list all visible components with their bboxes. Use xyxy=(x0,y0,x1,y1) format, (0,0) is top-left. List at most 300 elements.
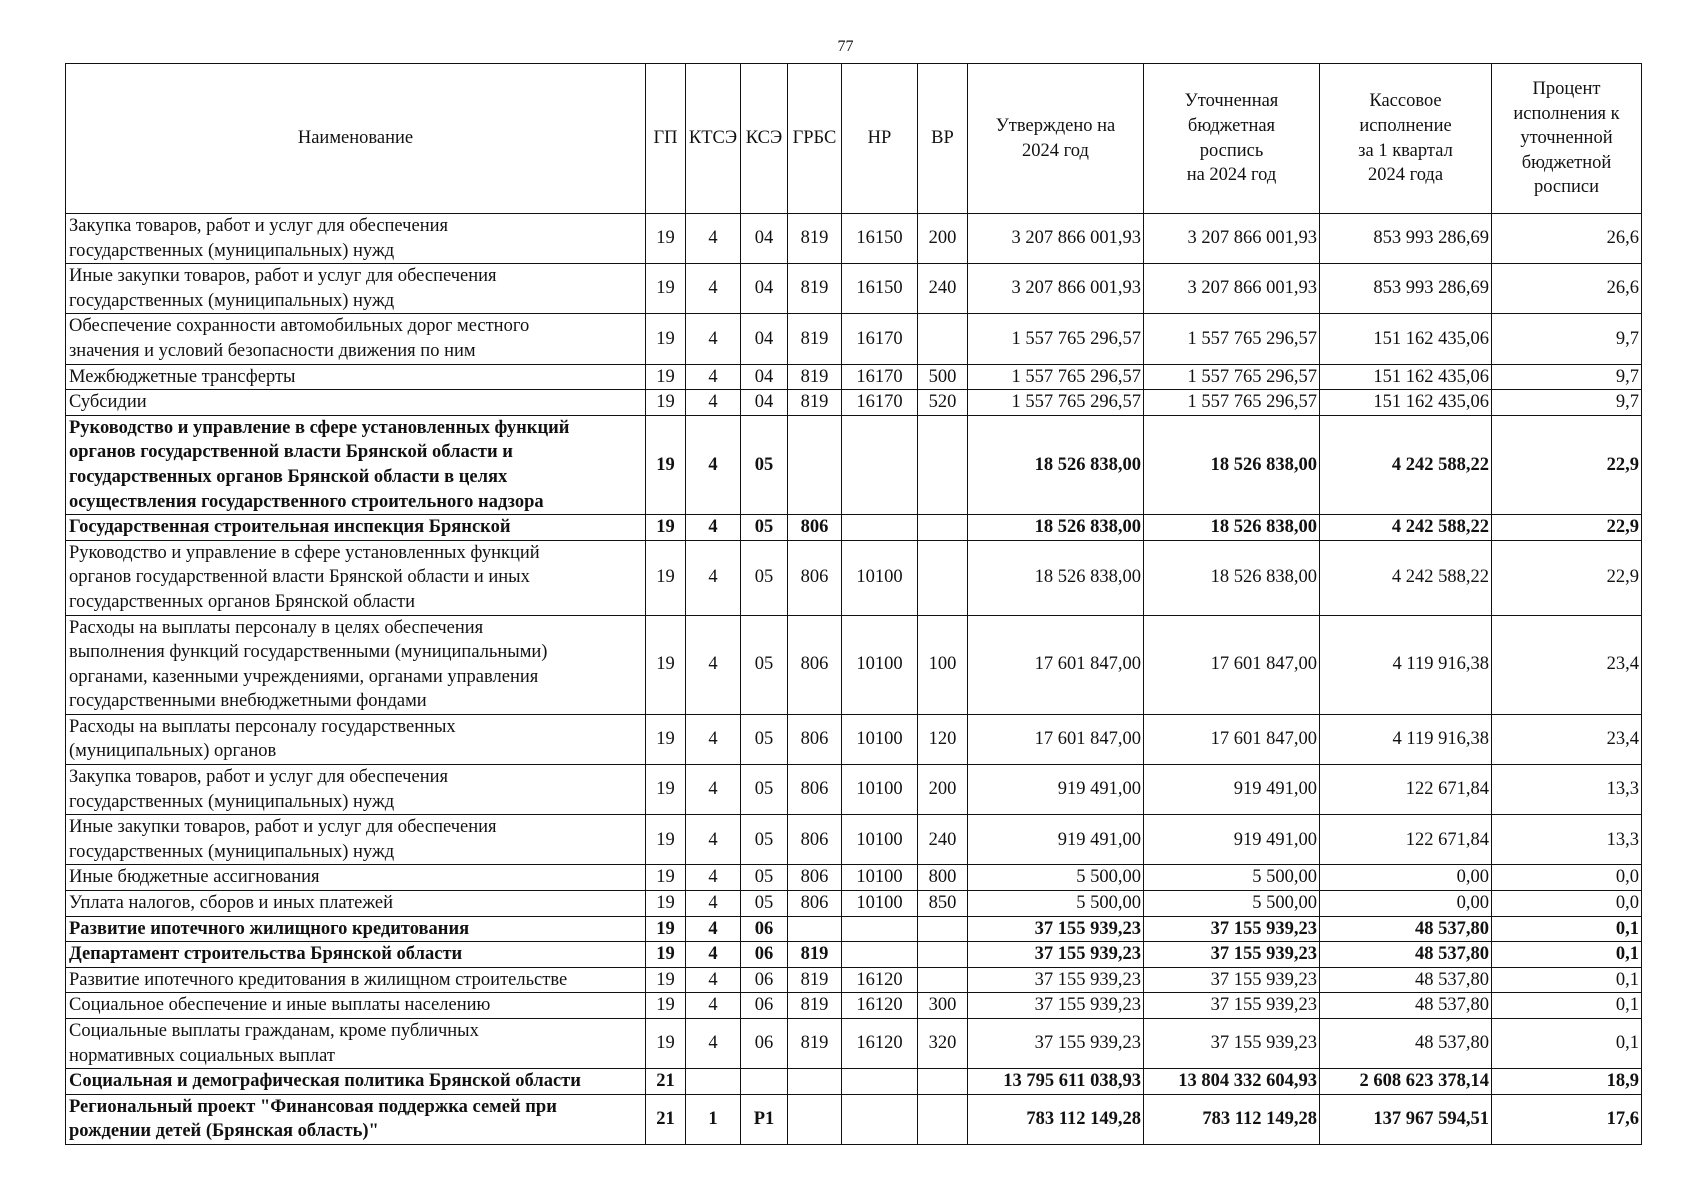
cell-ktse: 4 xyxy=(686,415,741,514)
cell-name xyxy=(66,967,646,993)
cell-approved: 1 557 765 296,57 xyxy=(968,364,1144,390)
cell-percent: 9,7 xyxy=(1492,314,1642,364)
cell-vr xyxy=(918,314,968,364)
cell-vr xyxy=(918,540,968,615)
cell-percent: 9,7 xyxy=(1492,390,1642,416)
cell-refined: 1 557 765 296,57 xyxy=(1144,390,1320,416)
cell-name xyxy=(66,714,646,764)
cell-name xyxy=(66,1069,646,1095)
cell-percent: 0,1 xyxy=(1492,967,1642,993)
cell-name-line: Департамент строительства Брянской области xyxy=(69,944,463,965)
cell-ktse: 4 xyxy=(686,314,741,364)
table-row xyxy=(66,1019,1642,1069)
cell-name-line: (муниципальных) органов xyxy=(69,741,277,762)
cell-gp: 19 xyxy=(646,815,686,865)
cell-vr: 200 xyxy=(918,214,968,264)
cell-percent: 0,0 xyxy=(1492,865,1642,891)
cell-approved: 1 557 765 296,57 xyxy=(968,314,1144,364)
cell-kse: 06 xyxy=(741,942,788,968)
cell-vr: 100 xyxy=(918,615,968,714)
cell-approved: 37 155 939,23 xyxy=(968,1019,1144,1069)
cell-nr: 10100 xyxy=(842,865,918,891)
cell-grbs: 819 xyxy=(788,264,842,314)
cell-grbs: 806 xyxy=(788,891,842,917)
cell-name-line: Иные закупки товаров, работ и услуг для обеспечения xyxy=(69,817,497,838)
cell-cash: 137 967 594,51 xyxy=(1320,1094,1492,1144)
cell-ktse: 4 xyxy=(686,615,741,714)
cell-name-line: Социальное обеспечение и иные выплаты населению xyxy=(69,995,491,1016)
cell-name-line: Социальная и демографическая политика Брянской области xyxy=(69,1071,581,1092)
cell-nr: 16120 xyxy=(842,993,918,1019)
cell-approved: 18 526 838,00 xyxy=(968,415,1144,514)
cell-refined: 18 526 838,00 xyxy=(1144,515,1320,541)
cell-percent: 0,1 xyxy=(1492,993,1642,1019)
cell-vr xyxy=(918,415,968,514)
cell-vr xyxy=(918,515,968,541)
cell-nr: 10100 xyxy=(842,615,918,714)
cell-refined: 919 491,00 xyxy=(1144,815,1320,865)
cell-kse: 06 xyxy=(741,1019,788,1069)
cell-approved: 919 491,00 xyxy=(968,815,1144,865)
cell-cash: 48 537,80 xyxy=(1320,1019,1492,1069)
cell-nr: 10100 xyxy=(842,540,918,615)
cell-approved: 18 526 838,00 xyxy=(968,540,1144,615)
cell-gp: 19 xyxy=(646,415,686,514)
cell-gp: 19 xyxy=(646,214,686,264)
cell-name-line: Региональный проект "Финансовая поддержка семей при xyxy=(69,1096,557,1117)
cell-nr: 10100 xyxy=(842,815,918,865)
table-row xyxy=(66,314,1642,364)
cell-nr: 16150 xyxy=(842,264,918,314)
cell-approved: 37 155 939,23 xyxy=(968,967,1144,993)
cell-refined: 3 207 866 001,93 xyxy=(1144,264,1320,314)
cell-name-line: государственными внебюджетными фондами xyxy=(69,691,427,712)
cell-kse: 04 xyxy=(741,364,788,390)
cell-vr: 520 xyxy=(918,390,968,416)
cell-ktse: 1 xyxy=(686,1094,741,1144)
cell-approved: 37 155 939,23 xyxy=(968,942,1144,968)
cell-approved: 37 155 939,23 xyxy=(968,916,1144,942)
cell-percent: 0,1 xyxy=(1492,916,1642,942)
cell-name xyxy=(66,415,646,514)
cell-percent: 22,9 xyxy=(1492,540,1642,615)
table-row xyxy=(66,615,1642,714)
cell-gp: 19 xyxy=(646,714,686,764)
cell-nr: 16170 xyxy=(842,390,918,416)
cell-nr xyxy=(842,415,918,514)
cell-gp: 19 xyxy=(646,264,686,314)
cell-grbs: 806 xyxy=(788,540,842,615)
cell-name-line: Руководство и управление в сфере установленных функций xyxy=(69,542,540,563)
budget-table xyxy=(65,63,1642,1145)
cell-refined: 783 112 149,28 xyxy=(1144,1094,1320,1144)
cell-kse: 04 xyxy=(741,314,788,364)
cell-percent: 9,7 xyxy=(1492,364,1642,390)
cell-refined: 17 601 847,00 xyxy=(1144,615,1320,714)
cell-percent: 0,1 xyxy=(1492,1019,1642,1069)
cell-approved: 5 500,00 xyxy=(968,865,1144,891)
cell-percent: 17,6 xyxy=(1492,1094,1642,1144)
cell-name-line: Уплата налогов, сборов и иных платежей xyxy=(69,893,394,914)
cell-gp: 19 xyxy=(646,942,686,968)
cell-name xyxy=(66,314,646,364)
cell-approved: 37 155 939,23 xyxy=(968,993,1144,1019)
cell-cash: 48 537,80 xyxy=(1320,916,1492,942)
cell-grbs: 806 xyxy=(788,615,842,714)
cell-name xyxy=(66,916,646,942)
cell-vr: 800 xyxy=(918,865,968,891)
cell-gp: 19 xyxy=(646,615,686,714)
cell-name-line: Социальные выплаты гражданам, кроме публичных xyxy=(69,1021,479,1041)
cell-name-line: Обеспечение сохранности автомобильных дорог местного xyxy=(69,316,530,337)
cell-name-line: Государственная строительная инспекция Брянской xyxy=(69,517,511,538)
cell-kse: 06 xyxy=(741,993,788,1019)
cell-approved: 3 207 866 001,93 xyxy=(968,214,1144,264)
cell-kse: 05 xyxy=(741,865,788,891)
cell-approved: 18 526 838,00 xyxy=(968,515,1144,541)
cell-nr: 16170 xyxy=(842,364,918,390)
table-body xyxy=(66,214,1642,1145)
cell-grbs: 819 xyxy=(788,314,842,364)
cell-gp: 19 xyxy=(646,865,686,891)
cell-grbs: 819 xyxy=(788,942,842,968)
cell-kse: 05 xyxy=(741,515,788,541)
cell-refined: 37 155 939,23 xyxy=(1144,967,1320,993)
cell-name xyxy=(66,1019,646,1069)
cell-grbs: 806 xyxy=(788,815,842,865)
cell-grbs: 819 xyxy=(788,390,842,416)
cell-percent: 0,1 xyxy=(1492,942,1642,968)
header-vr: ВР xyxy=(918,64,968,214)
cell-name-line: рождении детей (Брянская область)" xyxy=(69,1121,379,1142)
cell-percent: 23,4 xyxy=(1492,615,1642,714)
cell-vr xyxy=(918,1094,968,1144)
cell-ktse: 4 xyxy=(686,1019,741,1069)
cell-ktse: 4 xyxy=(686,364,741,390)
cell-percent: 26,6 xyxy=(1492,214,1642,264)
cell-name xyxy=(66,540,646,615)
cell-ktse xyxy=(686,1069,741,1095)
cell-grbs: 819 xyxy=(788,993,842,1019)
table-row xyxy=(66,891,1642,917)
page-number: 77 xyxy=(837,38,854,55)
cell-cash: 48 537,80 xyxy=(1320,942,1492,968)
cell-nr: 10100 xyxy=(842,765,918,815)
cell-refined: 37 155 939,23 xyxy=(1144,916,1320,942)
cell-nr xyxy=(842,1094,918,1144)
cell-ktse: 4 xyxy=(686,815,741,865)
cell-name-line: государственных (муниципальных) нужд xyxy=(69,240,395,261)
cell-name-line: государственных (муниципальных) нужд xyxy=(69,791,395,812)
cell-vr xyxy=(918,1069,968,1095)
cell-name-line: органов государственной власти Брянской области и иных xyxy=(69,567,530,588)
cell-name-line: Межбюджетные трансферты xyxy=(69,366,296,387)
cell-name xyxy=(66,390,646,416)
cell-refined: 13 804 332 604,93 xyxy=(1144,1069,1320,1095)
cell-percent: 23,4 xyxy=(1492,714,1642,764)
cell-vr: 850 xyxy=(918,891,968,917)
cell-name xyxy=(66,214,646,264)
cell-gp: 19 xyxy=(646,314,686,364)
cell-gp: 19 xyxy=(646,765,686,815)
table-row xyxy=(66,993,1642,1019)
cell-refined: 37 155 939,23 xyxy=(1144,993,1320,1019)
table-row xyxy=(66,942,1642,968)
cell-approved: 17 601 847,00 xyxy=(968,615,1144,714)
cell-vr: 300 xyxy=(918,993,968,1019)
cell-kse: 05 xyxy=(741,714,788,764)
cell-ktse: 4 xyxy=(686,765,741,815)
header-nr: НР xyxy=(842,64,918,214)
cell-nr xyxy=(842,1069,918,1095)
cell-cash: 4 119 916,38 xyxy=(1320,615,1492,714)
cell-grbs: 806 xyxy=(788,515,842,541)
header-percent: Процент исполнения к уточненной бюджетной росписи xyxy=(1492,64,1642,214)
cell-percent: 13,3 xyxy=(1492,765,1642,815)
cell-name-line: выполнения функций государственными (муниципальными) xyxy=(69,642,548,663)
cell-vr xyxy=(918,916,968,942)
cell-gp: 19 xyxy=(646,364,686,390)
cell-cash: 2 608 623 378,14 xyxy=(1320,1069,1492,1095)
cell-kse: 04 xyxy=(741,390,788,416)
table-header-row xyxy=(66,64,1642,214)
cell-nr: 10100 xyxy=(842,714,918,764)
header-grbs: ГРБС xyxy=(788,64,842,214)
cell-refined: 18 526 838,00 xyxy=(1144,540,1320,615)
cell-ktse: 4 xyxy=(686,891,741,917)
cell-vr: 500 xyxy=(918,364,968,390)
cell-kse: 05 xyxy=(741,765,788,815)
cell-approved: 5 500,00 xyxy=(968,891,1144,917)
cell-name-line: Руководство и управление в сфере установленных функций xyxy=(69,417,570,438)
cell-ktse: 4 xyxy=(686,916,741,942)
cell-refined: 18 526 838,00 xyxy=(1144,415,1320,514)
cell-name-line: Расходы на выплаты персоналу государственных xyxy=(69,716,456,737)
table-row xyxy=(66,364,1642,390)
cell-nr: 16120 xyxy=(842,1019,918,1069)
cell-percent: 18,9 xyxy=(1492,1069,1642,1095)
cell-nr xyxy=(842,942,918,968)
cell-refined: 5 500,00 xyxy=(1144,891,1320,917)
table-row xyxy=(66,390,1642,416)
cell-name xyxy=(66,865,646,891)
cell-kse: 05 xyxy=(741,891,788,917)
cell-kse: 05 xyxy=(741,415,788,514)
cell-cash: 122 671,84 xyxy=(1320,765,1492,815)
cell-ktse: 4 xyxy=(686,390,741,416)
cell-percent: 13,3 xyxy=(1492,815,1642,865)
cell-name xyxy=(66,765,646,815)
cell-grbs: 806 xyxy=(788,865,842,891)
cell-name-line: государственных органов Брянской области xyxy=(69,591,415,612)
table-row xyxy=(66,515,1642,541)
cell-name xyxy=(66,264,646,314)
cell-name-line: Развитие ипотечного жилищного кредитования xyxy=(69,918,470,939)
cell-approved: 17 601 847,00 xyxy=(968,714,1144,764)
cell-vr: 240 xyxy=(918,815,968,865)
cell-refined: 1 557 765 296,57 xyxy=(1144,364,1320,390)
table-row xyxy=(66,1069,1642,1095)
cell-cash: 151 162 435,06 xyxy=(1320,364,1492,390)
cell-gp: 19 xyxy=(646,891,686,917)
cell-grbs xyxy=(788,1094,842,1144)
cell-ktse: 4 xyxy=(686,540,741,615)
cell-grbs: 819 xyxy=(788,214,842,264)
cell-name-line: государственных (муниципальных) нужд xyxy=(69,841,395,862)
cell-ktse: 4 xyxy=(686,515,741,541)
cell-name-line: органами, казенными учреждениями, органами управления xyxy=(69,666,539,687)
cell-name-line: Субсидии xyxy=(69,392,147,413)
table-row xyxy=(66,765,1642,815)
cell-vr xyxy=(918,967,968,993)
cell-grbs: 819 xyxy=(788,967,842,993)
cell-gp: 21 xyxy=(646,1069,686,1095)
cell-cash: 4 242 588,22 xyxy=(1320,540,1492,615)
cell-gp: 19 xyxy=(646,993,686,1019)
cell-vr: 240 xyxy=(918,264,968,314)
cell-name-line: государственных (муниципальных) нужд xyxy=(69,290,395,311)
cell-name xyxy=(66,615,646,714)
cell-refined: 919 491,00 xyxy=(1144,765,1320,815)
cell-kse: 05 xyxy=(741,615,788,714)
table-row xyxy=(66,916,1642,942)
cell-name xyxy=(66,1094,646,1144)
cell-nr xyxy=(842,916,918,942)
cell-cash: 853 993 286,69 xyxy=(1320,214,1492,264)
cell-name-line: органов государственной власти Брянской области и xyxy=(69,442,513,463)
cell-gp: 19 xyxy=(646,540,686,615)
cell-kse: Р1 xyxy=(741,1094,788,1144)
cell-nr: 16120 xyxy=(842,967,918,993)
cell-refined: 37 155 939,23 xyxy=(1144,942,1320,968)
cell-refined: 5 500,00 xyxy=(1144,865,1320,891)
table-row xyxy=(66,967,1642,993)
cell-nr xyxy=(842,515,918,541)
cell-name-line: Закупка товаров, работ и услуг для обеспечения xyxy=(69,216,449,236)
table-row xyxy=(66,815,1642,865)
cell-vr: 320 xyxy=(918,1019,968,1069)
cell-ktse: 4 xyxy=(686,967,741,993)
cell-refined: 17 601 847,00 xyxy=(1144,714,1320,764)
header-ktse: КТСЭ xyxy=(686,64,741,214)
cell-kse: 04 xyxy=(741,264,788,314)
cell-cash: 0,00 xyxy=(1320,891,1492,917)
cell-gp: 19 xyxy=(646,515,686,541)
cell-percent: 22,9 xyxy=(1492,415,1642,514)
cell-cash: 4 242 588,22 xyxy=(1320,415,1492,514)
cell-name xyxy=(66,942,646,968)
cell-cash: 4 242 588,22 xyxy=(1320,515,1492,541)
cell-name-line: государственных органов Брянской области в целях xyxy=(69,466,508,487)
header-name: Наименование xyxy=(66,64,646,214)
cell-grbs: 806 xyxy=(788,765,842,815)
cell-ktse: 4 xyxy=(686,264,741,314)
table-row xyxy=(66,714,1642,764)
cell-name-line: Развитие ипотечного кредитования в жилищном строительстве xyxy=(69,969,568,990)
table-row xyxy=(66,540,1642,615)
table-row xyxy=(66,415,1642,514)
cell-kse: 06 xyxy=(741,967,788,993)
cell-approved: 13 795 611 038,93 xyxy=(968,1069,1144,1095)
cell-name xyxy=(66,515,646,541)
cell-cash: 48 537,80 xyxy=(1320,967,1492,993)
cell-vr: 120 xyxy=(918,714,968,764)
cell-gp: 19 xyxy=(646,967,686,993)
cell-name-line: осуществления государственного строительного надзора xyxy=(69,491,544,512)
cell-gp: 19 xyxy=(646,1019,686,1069)
cell-gp: 19 xyxy=(646,916,686,942)
cell-grbs xyxy=(788,1069,842,1095)
cell-name xyxy=(66,364,646,390)
table-row xyxy=(66,264,1642,314)
cell-refined: 37 155 939,23 xyxy=(1144,1019,1320,1069)
cell-nr: 16150 xyxy=(842,214,918,264)
cell-grbs: 819 xyxy=(788,364,842,390)
header-approved: Утверждено на 2024 год xyxy=(968,64,1144,214)
cell-approved: 919 491,00 xyxy=(968,765,1144,815)
cell-vr: 200 xyxy=(918,765,968,815)
cell-name xyxy=(66,993,646,1019)
cell-ktse: 4 xyxy=(686,865,741,891)
cell-percent: 22,9 xyxy=(1492,515,1642,541)
cell-ktse: 4 xyxy=(686,714,741,764)
cell-approved: 1 557 765 296,57 xyxy=(968,390,1144,416)
header-refined: Уточненная бюджетная роспись на 2024 год xyxy=(1144,64,1320,214)
table-row xyxy=(66,214,1642,264)
cell-vr xyxy=(918,942,968,968)
cell-kse xyxy=(741,1069,788,1095)
cell-name-line: нормативных социальных выплат xyxy=(69,1045,335,1066)
cell-name-line: Иные бюджетные ассигнования xyxy=(69,867,320,888)
cell-cash: 48 537,80 xyxy=(1320,993,1492,1019)
cell-ktse: 4 xyxy=(686,214,741,264)
cell-gp: 19 xyxy=(646,390,686,416)
cell-approved: 783 112 149,28 xyxy=(968,1094,1144,1144)
header-kse: КСЭ xyxy=(741,64,788,214)
cell-cash: 122 671,84 xyxy=(1320,815,1492,865)
cell-cash: 4 119 916,38 xyxy=(1320,714,1492,764)
cell-refined: 3 207 866 001,93 xyxy=(1144,214,1320,264)
header-gp: ГП xyxy=(646,64,686,214)
cell-kse: 04 xyxy=(741,214,788,264)
cell-name-line: значения и условий безопасности движения по ним xyxy=(69,340,476,361)
cell-percent: 0,0 xyxy=(1492,891,1642,917)
cell-grbs xyxy=(788,415,842,514)
cell-ktse: 4 xyxy=(686,942,741,968)
cell-kse: 06 xyxy=(741,916,788,942)
table-row xyxy=(66,865,1642,891)
cell-kse: 05 xyxy=(741,540,788,615)
header-cash: Кассовое исполнение за 1 квартал 2024 года xyxy=(1320,64,1492,214)
cell-grbs: 819 xyxy=(788,1019,842,1069)
cell-grbs xyxy=(788,916,842,942)
table-row xyxy=(66,1094,1642,1144)
cell-name-line: Расходы на выплаты персоналу в целях обеспечения xyxy=(69,617,484,638)
cell-kse: 05 xyxy=(741,815,788,865)
cell-cash: 0,00 xyxy=(1320,865,1492,891)
cell-nr: 16170 xyxy=(842,314,918,364)
cell-name-line: Закупка товаров, работ и услуг для обеспечения xyxy=(69,767,449,788)
cell-nr: 10100 xyxy=(842,891,918,917)
cell-name-line: Иные закупки товаров, работ и услуг для обеспечения xyxy=(69,266,497,287)
cell-refined: 1 557 765 296,57 xyxy=(1144,314,1320,364)
cell-grbs: 806 xyxy=(788,714,842,764)
cell-ktse: 4 xyxy=(686,993,741,1019)
cell-cash: 853 993 286,69 xyxy=(1320,264,1492,314)
cell-cash: 151 162 435,06 xyxy=(1320,314,1492,364)
cell-gp: 21 xyxy=(646,1094,686,1144)
cell-cash: 151 162 435,06 xyxy=(1320,390,1492,416)
